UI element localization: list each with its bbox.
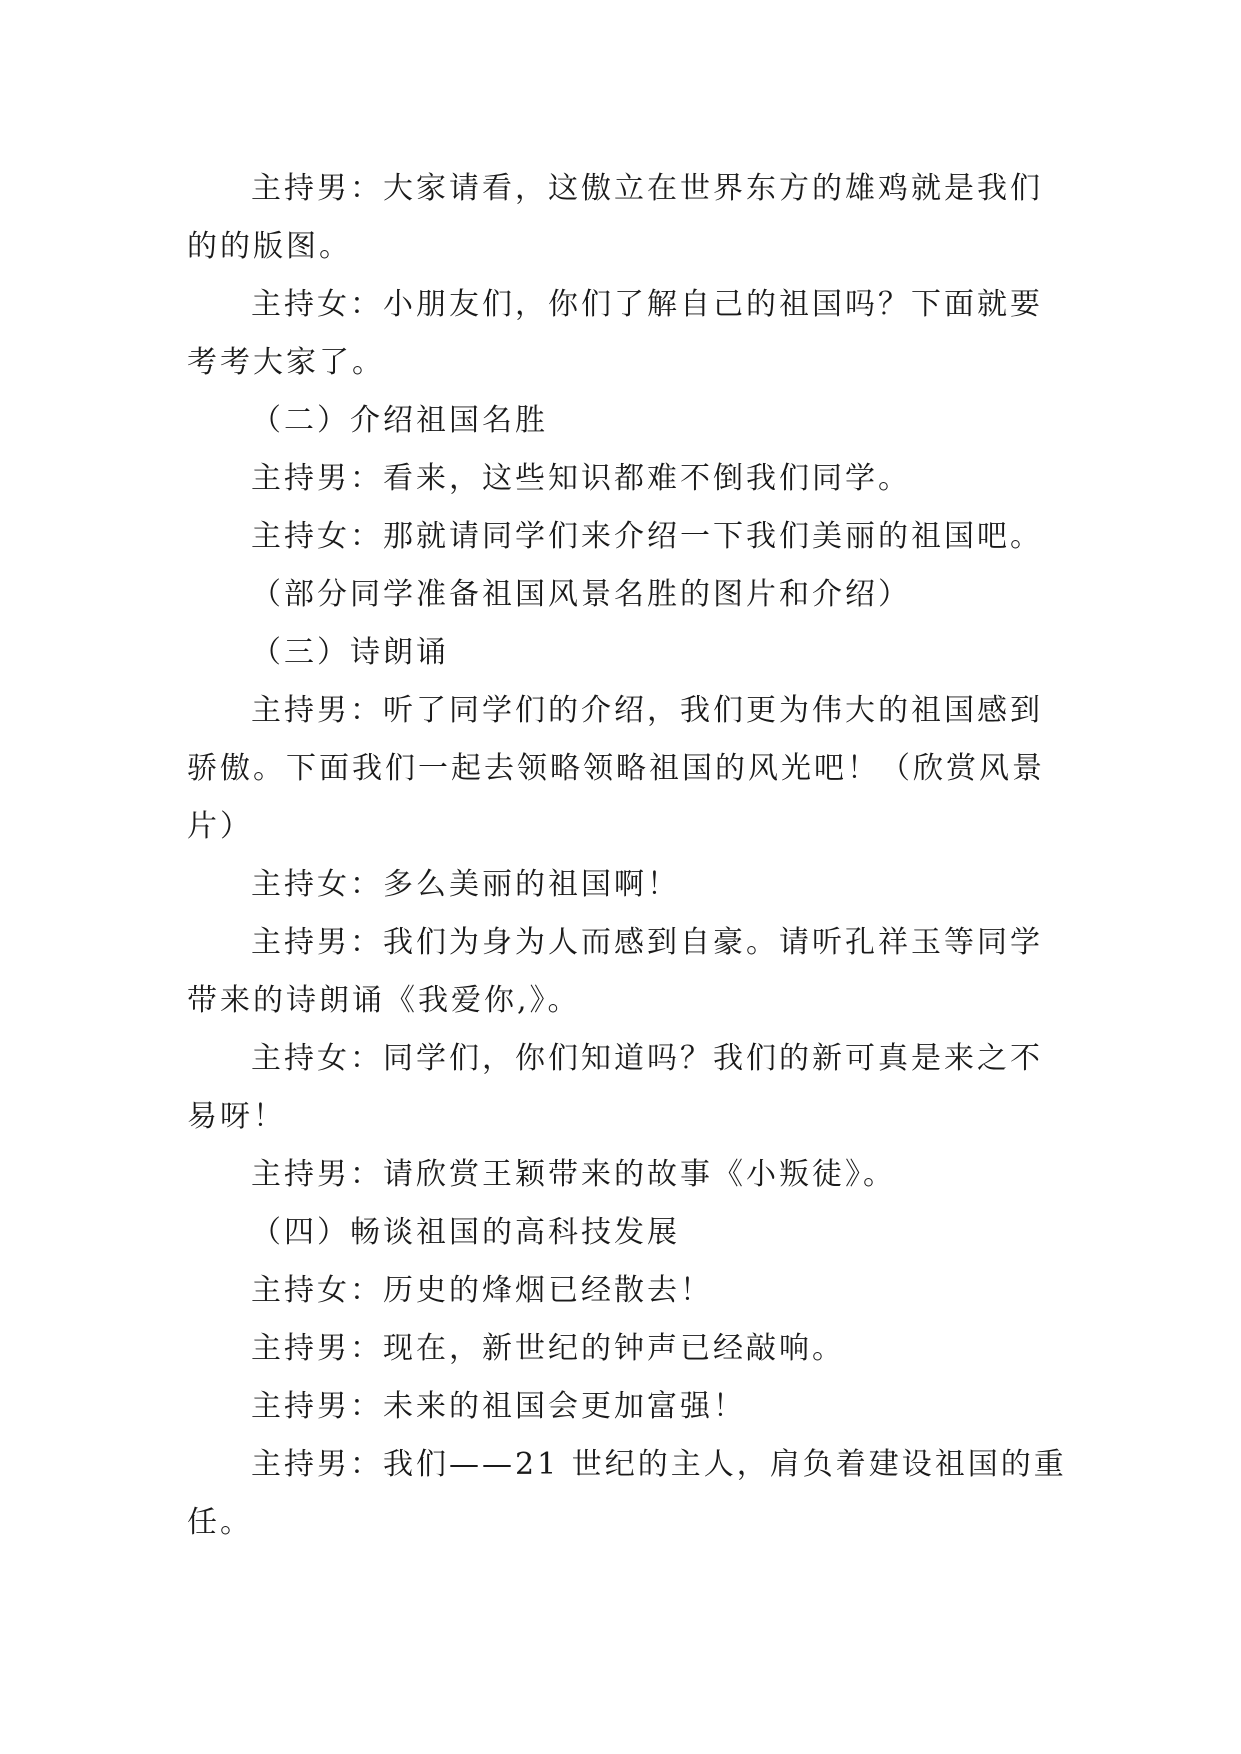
paragraph: 主持女：同学们，你们知道吗？我们的新可真是来之不易呀！	[187, 1041, 1043, 1134]
stage-direction: （部分同学准备祖国风景名胜的图片和介绍）	[251, 577, 911, 612]
paragraph: 主持男：看来，这些知识都难不倒我们同学。	[251, 461, 911, 496]
paragraph: 主持男：大家请看，这傲立在世界东方的雄鸡就是我们的的版图。	[187, 171, 1043, 264]
paragraph: 主持女：小朋友们，你们了解自己的祖国吗？下面就要考考大家了。	[187, 287, 1043, 380]
document-body	[187, 160, 1067, 1552]
paragraph: 主持男：听了同学们的介绍，我们更为伟大的祖国感到骄傲。下面我们一起去领略领略祖国的风光吧！（欣赏风景片）	[187, 693, 1045, 844]
paragraph: 主持男：我们为身为人而感到自豪。请听孔祥玉等同学带来的诗朗诵《我爱你,》。	[187, 925, 1043, 1018]
section-heading: （二）介绍祖国名胜	[251, 403, 548, 438]
paragraph: 主持女：历史的烽烟已经散去！	[251, 1273, 713, 1308]
paragraph: 主持男：请欣赏王颖带来的故事《小叛徒》。	[251, 1157, 896, 1192]
paragraph: 主持男：现在，新世纪的钟声已经敲响。	[251, 1331, 845, 1366]
paragraph: 主持女：多么美丽的祖国啊！	[251, 867, 680, 902]
section-heading: （三）诗朗诵	[251, 635, 449, 670]
paragraph: 主持男：未来的祖国会更加富强！	[251, 1389, 746, 1424]
paragraph: 主持女：那就请同学们来介绍一下我们美丽的祖国吧。	[251, 519, 1043, 554]
section-heading: （四）畅谈祖国的高科技发展	[251, 1215, 680, 1250]
paragraph: 主持男：我们——21 世纪的主人，肩负着建设祖国的重任。	[187, 1447, 1067, 1540]
